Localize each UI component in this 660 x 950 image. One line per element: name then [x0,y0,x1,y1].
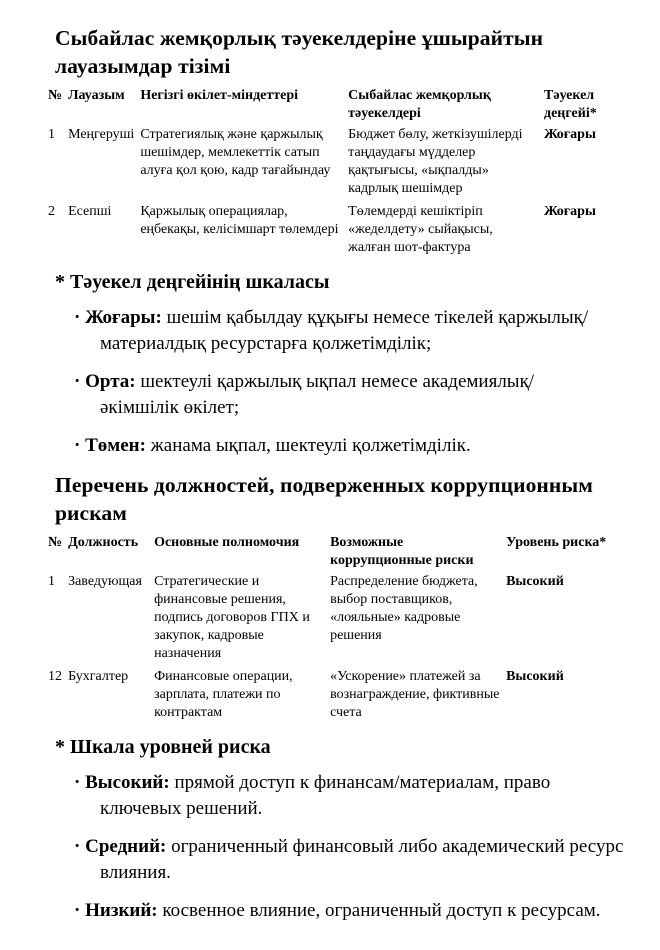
cell-num: 12 [48,669,62,684]
col-header-duties: Основные полномочия [154,535,300,550]
cell-risks: Бюджет бөлу, жеткізушілерді таңдаудағы мүдделер қақтығысы, «ықпалды» кадрлық шешімдер [348,127,523,196]
risk-scale-item-low [48,898,624,924]
cell-duties: Финансовые операции, зарплата, платежи по контрактам [154,669,293,720]
risk-scale-heading-ru: * Шкала уровней риска [55,736,271,758]
table-header-row [48,534,628,573]
col-header-num: № [48,535,63,550]
table-row [48,203,632,262]
bullet-icon: · [74,307,81,328]
cell-position: Меңгеруші [68,127,135,142]
cell-num: 1 [48,574,55,589]
risk-desc: шектеулі қаржылық ықпал немесе академиялық/ әкімшілік өкілет; [100,371,535,418]
page-title-kk: Сыбайлас жемқорлық тәуекелдеріне ұшырайтын лауазымдар тізімі [55,26,544,78]
col-header-level: Уровень риска* [506,535,607,550]
risk-term: Төмен: [85,435,146,456]
section-russian [48,471,632,924]
risk-scale-item-high [48,305,604,357]
risk-desc: ограниченный финансовый либо академический ресурс влияния. [100,836,624,883]
table-row [48,573,628,668]
bullet-icon: · [74,900,81,921]
cell-position: Бухгалтер [68,669,129,684]
risk-scale-list-kk [48,305,632,459]
col-header-risks: Возможные коррупционные риски [330,535,474,568]
risk-desc: косвенное влияние, ограниченный доступ к ресурсам. [162,900,601,921]
cell-duties: Стратегиялық және қаржылық шешімдер, мемлекеттік сатып алуға қол қою, кадр тағайындау [140,127,331,178]
risk-term: Орта: [85,371,136,392]
cell-risks: Төлемдерді кешіктіріп «жеделдету» сыйақысы, жалған шот-фактура [348,204,493,255]
col-header-level: Тәуекел деңгейі* [544,88,597,121]
risk-scale-item-medium [48,369,604,421]
cell-num: 1 [48,127,55,142]
table-header-row [48,87,632,126]
cell-position: Есепші [68,204,112,219]
cell-risk-level: Высокий [506,574,564,589]
cell-risk-level: Жоғары [544,204,596,219]
cell-risks: Распределение бюджета, выбор поставщиков, «лояльные» кадровые решения [330,574,478,643]
bullet-icon: · [74,371,81,392]
col-header-duties: Негізгі өкілет-міндеттері [140,88,299,103]
col-header-risks: Сыбайлас жемқорлық тәуекелдері [348,88,491,121]
risk-desc: прямой доступ к финансам/материалам, право ключевых решений. [100,772,551,819]
risk-term: Высокий: [85,772,170,793]
risk-scale-heading-kk: * Тәуекел деңгейінің шкаласы [55,271,330,293]
risk-scale-item-low [48,433,604,459]
section-kazakh [48,24,632,459]
page-title-ru: Перечень должностей, подверженных коррупционным рискам [55,473,594,525]
cell-position: Заведующая [68,574,142,589]
risk-scale-list-ru [48,770,632,924]
cell-risk-level: Высокий [506,669,564,684]
col-header-position: Лауазым [68,88,125,103]
risk-term: Жоғары: [85,307,162,328]
risk-scale-item-high [48,770,624,822]
positions-table-kk [48,87,632,262]
bullet-icon: · [74,836,81,857]
table-row [48,126,632,203]
risk-desc: жанама ықпал, шектеулі қолжетімділік. [150,435,471,456]
col-header-num: № [48,88,63,103]
bullet-icon: · [74,435,81,456]
cell-duties: Қаржылық операциялар, еңбекақы, келісімшарт төлемдері [140,204,339,237]
col-header-position: Должность [68,535,139,550]
risk-term: Средний: [85,836,167,857]
cell-risk-level: Жоғары [544,127,596,142]
positions-table-ru [48,534,628,727]
risk-term: Низкий: [85,900,158,921]
risk-desc: шешім қабылдау құқығы немесе тікелей қаржылық/материалдық ресурстарға қолжетімділік; [100,307,589,354]
table-row [48,668,628,727]
cell-risks: «Ускорение» платежей за вознаграждение, фиктивные счета [330,669,500,720]
bullet-icon: · [74,772,81,793]
cell-num: 2 [48,204,55,219]
cell-duties: Стратегические и финансовые решения, подпись договоров ГПХ и закупок, кадровые назначения [154,574,310,661]
risk-scale-item-medium [48,834,624,886]
